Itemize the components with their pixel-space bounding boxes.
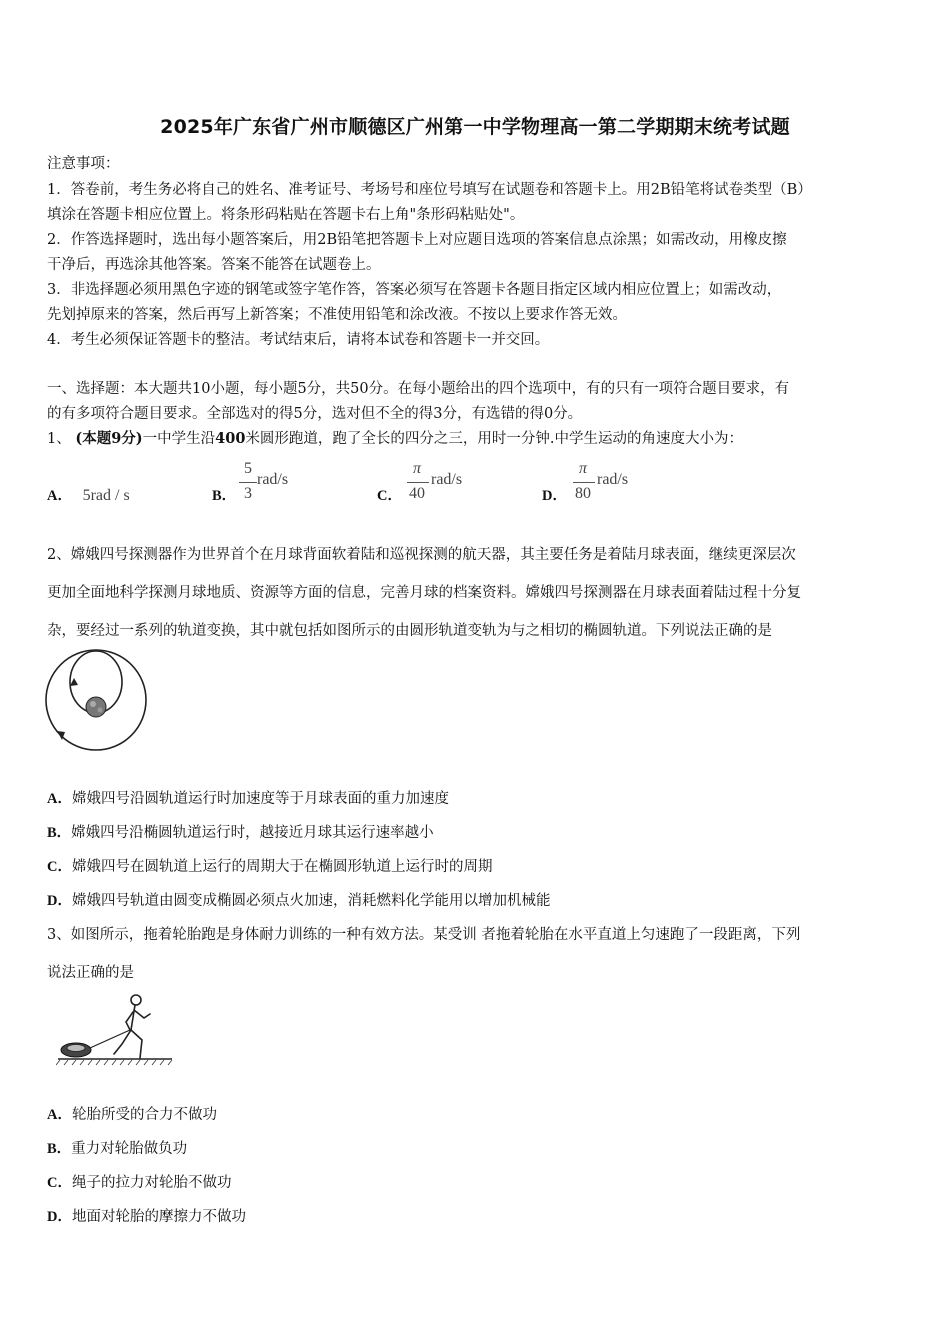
fraction-unit: rad/s xyxy=(257,471,289,488)
question-3-stem: 说法正确的是 xyxy=(47,965,134,981)
notice-line: 4．考生必须保证答题卡的整洁。考试结束后，请将本试卷和答题卡一并交回。 xyxy=(47,332,550,348)
notice-heading: 注意事项： xyxy=(47,156,120,172)
option-letter: B． xyxy=(47,825,72,841)
option-text: 嫦娥四号轨道由圆变成椭圆必须点火加速，消耗燃料化学能用以增加机械能 xyxy=(71,893,551,909)
notice-line: 2．作答选择题时，选出每小题答案后，用2B铅笔把答题卡上对应题目选项的答案信息点涂黑；如需改动，用橡皮擦 xyxy=(47,232,787,248)
fraction-bar xyxy=(573,482,595,483)
fraction-numerator: π xyxy=(412,460,421,477)
option-text: 重力对轮胎做负功 xyxy=(71,1141,188,1157)
fraction-unit: rad/s xyxy=(597,471,629,488)
question-tag: (本题9分) xyxy=(75,430,143,447)
option-letter: B． xyxy=(212,488,237,504)
fraction-denominator: 80 xyxy=(575,485,591,502)
fraction-denominator: 3 xyxy=(244,485,252,502)
option-value: 5rad / s xyxy=(82,487,130,504)
notice-line: 3．非选择题必须用黑色字迹的钢笔或签字笔作答，答案必须写在答题卡各题目指定区域内相应位置上；如需改动， xyxy=(47,282,782,298)
q3-option-a[interactable] xyxy=(47,1103,909,1124)
fraction-bar xyxy=(407,482,429,483)
option-text: 绳子的拉力对轮胎不做功 xyxy=(71,1175,232,1191)
question-2-stem: 2、嫦娥四号探测器作为世界首个在月球背面软着陆和巡视探测的航天器，其主要任务是着陆月球表面，继续更深层次 xyxy=(47,547,796,563)
fraction-denominator: 40 xyxy=(409,485,425,502)
option-text: 嫦娥四号在圆轨道上运行的周期大于在椭圆形轨道上运行时的周期 xyxy=(71,859,493,875)
option-letter: A． xyxy=(47,1107,72,1123)
question-1-stem xyxy=(47,427,909,448)
option-letter: C． xyxy=(47,1175,72,1191)
option-letter: B． xyxy=(47,1141,72,1157)
q1-option-d-fraction xyxy=(572,460,662,510)
fraction-bar xyxy=(239,482,257,483)
ground-hatching xyxy=(56,1060,172,1065)
fraction-numerator: π xyxy=(578,460,587,477)
option-text: 嫦娥四号沿圆轨道运行时加速度等于月球表面的重力加速度 xyxy=(71,791,449,807)
option-letter: A． xyxy=(47,488,72,504)
tire-hole xyxy=(67,1045,85,1052)
q2-option-a[interactable] xyxy=(47,787,909,808)
option-text: 地面对轮胎的摩擦力不做功 xyxy=(71,1209,246,1225)
option-letter: A． xyxy=(47,791,72,807)
section-instruction: 的有多项符合题目要求。全部选对的得5分，选对但不全的得3分，有选错的得0分。 xyxy=(47,406,583,422)
question-text: 一中学生沿 xyxy=(142,431,216,447)
question-number: 1、 xyxy=(47,431,71,447)
tire-drag-diagram xyxy=(56,988,174,1068)
fraction-numerator: 5 xyxy=(244,460,252,477)
option-text: 嫦娥四号沿椭圆轨道运行时，越接近月球其运行速率越小 xyxy=(71,825,434,841)
notice-line: 填涂在答题卡相应位置上。将条形码粘贴在答题卡右上角"条形码粘贴处"。 xyxy=(47,207,525,223)
question-2-stem: 更加全面地科学探测月球地质、资源等方面的信息，完善月球的档案资料。嫦娥四号探测器在月球表面着陆过程十分复 xyxy=(47,585,801,601)
q2-option-c[interactable] xyxy=(47,855,909,876)
question-value: 400 xyxy=(215,430,246,447)
notice-line: 先划掉原来的答案，然后再写上新答案；不准使用铅笔和涂改液。不按以上要求作答无效。 xyxy=(47,307,627,323)
rope-line xyxy=(90,1030,130,1048)
option-letter: C． xyxy=(47,859,72,875)
orbit-diagram xyxy=(42,648,150,752)
ellipse-direction-arrow-icon xyxy=(70,678,78,686)
q1-option-b-fraction xyxy=(237,460,317,510)
question-text: 米圆形跑道，跑了全长的四分之三，用时一分钟.中学生运动的角速度大小为： xyxy=(245,431,744,447)
q3-option-c[interactable] xyxy=(47,1171,909,1192)
option-letter: D． xyxy=(542,488,567,504)
moon-crater xyxy=(90,701,96,707)
page-title: 2025年广东省广州市顺德区广州第一中学物理高一第二学期期末统考试题 xyxy=(160,116,790,138)
q2-option-d[interactable] xyxy=(47,889,909,910)
section-heading: 一、选择题：本大题共10小题，每小题5分，共50分。在每小题给出的四个选项中，有的只有一项符合题目要求，有 xyxy=(47,381,790,397)
notice-line: 1．答卷前，考生务必将自己的姓名、准考证号、考场号和座位号填写在试题卷和答题卡上。用2B铅笔将试卷类型（B） xyxy=(47,182,812,198)
fraction-unit: rad/s xyxy=(431,471,463,488)
moon-icon xyxy=(86,697,106,717)
q1-option-c-fraction xyxy=(406,460,496,510)
option-letter: C． xyxy=(377,488,402,504)
q1-option-c[interactable] xyxy=(377,484,402,505)
q3-option-d[interactable] xyxy=(47,1205,909,1226)
moon-crater xyxy=(98,708,103,713)
q1-option-d[interactable] xyxy=(542,484,567,505)
option-letter: D． xyxy=(47,1209,72,1225)
question-3-stem: 3、如图所示，拖着轮胎跑是身体耐力训练的一种有效方法。某受训 者拖着轮胎在水平直道上匀速跑了一段距离，下列 xyxy=(47,927,801,943)
q3-option-b[interactable] xyxy=(47,1137,909,1158)
option-text: 轮胎所受的合力不做功 xyxy=(71,1107,217,1123)
q2-option-b[interactable] xyxy=(47,821,909,842)
option-letter: D． xyxy=(47,893,72,909)
question-2-stem: 杂，要经过一系列的轨道变换，其中就包括如图所示的由圆形轨道变轨为与之相切的椭圆轨道。下列说法正确的是 xyxy=(47,623,772,639)
q1-option-a[interactable] xyxy=(47,484,130,505)
runner-icon xyxy=(114,995,150,1058)
notice-line: 干净后，再选涂其他答案。答案不能答在试题卷上。 xyxy=(47,257,381,273)
q1-option-b[interactable] xyxy=(212,484,236,505)
